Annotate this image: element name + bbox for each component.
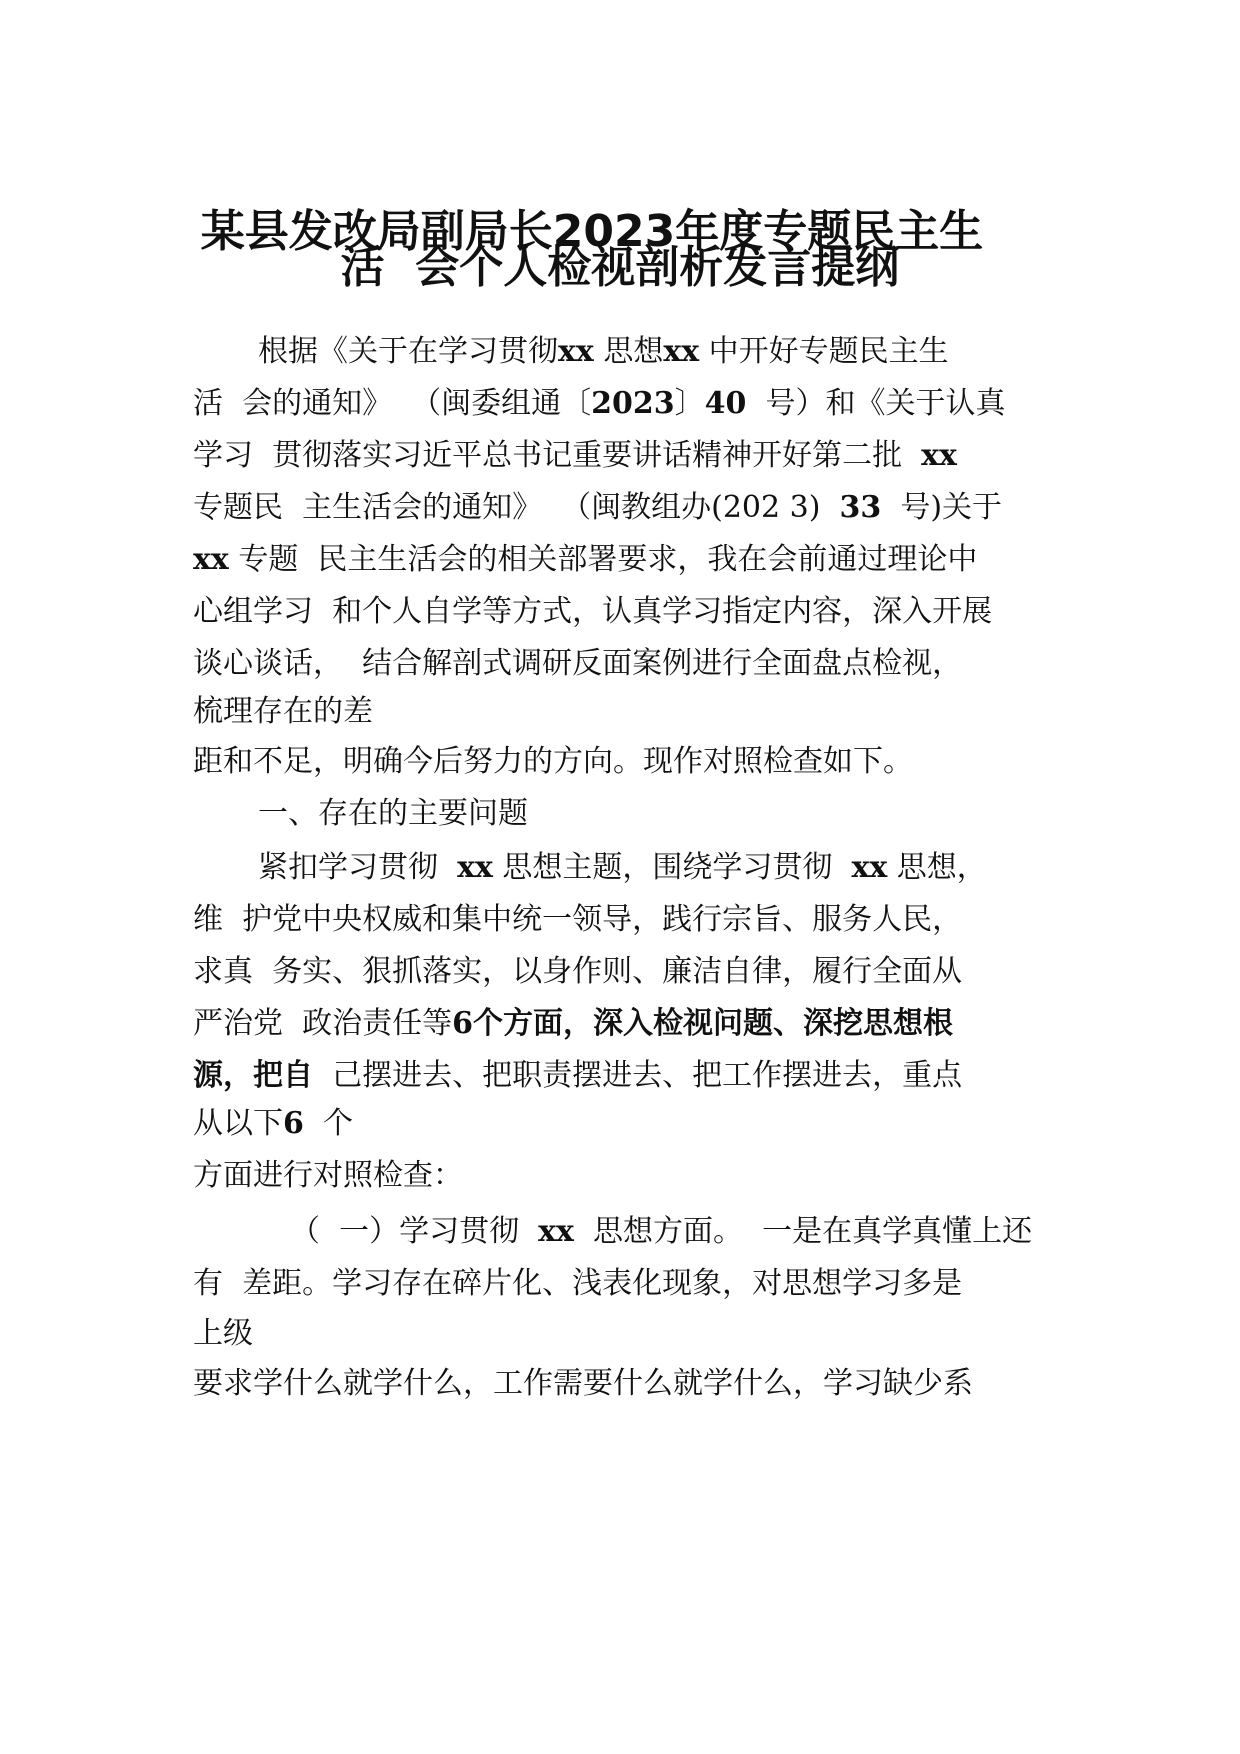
bold-run: xx	[558, 334, 594, 369]
paragraph-1-line-4	[193, 484, 1002, 532]
paragraph-2-line-2: 维 护党中央权威和集中统一领导，践行宗旨、服务人民，	[193, 902, 963, 937]
text-run: 思想，	[887, 850, 987, 885]
document-title-line-2: 活 会个人检视剖析发言提纲	[340, 242, 900, 293]
text-run: 个	[303, 1106, 353, 1141]
paragraph-1-line-7: 谈心谈话， 结合解剖式调研反面案例进行全面盘点检视，	[193, 646, 963, 681]
bold-run: xx	[921, 438, 957, 473]
paragraph-1-line-3	[193, 432, 957, 480]
paragraph-1-line-1	[258, 328, 949, 376]
bold-run: 33	[839, 490, 882, 525]
paragraph-1-line-5	[193, 536, 977, 584]
paragraph-1-line-9: 距和不足，明确今后努力的方向。现作对照检查如下。	[193, 744, 913, 779]
section-heading-main-problems: 一、存在的主要问题	[258, 796, 528, 831]
text-run: 思想方面。 一是在真学真懂上还	[573, 1214, 1033, 1249]
paragraph-3-line-4: 要求学什么就学什么，工作需要什么就学什么，学习缺少系	[193, 1366, 973, 1401]
text-run: 〕	[674, 386, 705, 421]
bold-run: 6个方面，深入检视问题、深挖思想根	[452, 1006, 953, 1041]
text-run: 专题民 主生活会的通知》 （闽教组办(202 3)	[193, 490, 840, 525]
bold-run: xx	[538, 1214, 574, 1249]
text-run: 学习 贯彻落实习近平总书记重要讲话精神开好第二批	[193, 438, 922, 473]
document-title-line-1: 某县发改局副局长2023年度专题民主生	[200, 206, 984, 257]
paragraph-2-line-4	[193, 1000, 953, 1048]
text-run: 中开好专题民主生	[699, 334, 949, 369]
bold-run: xx	[663, 334, 700, 369]
paragraph-1-line-8: 梳理存在的差	[193, 694, 373, 729]
text-run: 从以下	[193, 1106, 283, 1141]
bold-run: 40	[704, 386, 747, 421]
text-run: 专题 民主生活会的相关部署要求，我在会前通过理论中	[228, 542, 978, 577]
paragraph-3-line-2: 有 差距。学习存在碎片化、浅表化现象，对思想学习多是	[193, 1266, 963, 1301]
text-run: 活 会的通知》 （闽委组通〔	[193, 386, 592, 421]
text-run: 思想	[593, 334, 664, 369]
bold-run: xx	[193, 542, 229, 577]
paragraph-2-line-6	[193, 1100, 353, 1148]
text-run: 思想主题，围绕学习贯彻	[492, 850, 852, 885]
text-run: 根据《关于在学习贯彻	[258, 334, 558, 369]
bold-run: 2023	[591, 386, 675, 421]
text-run: 紧扣学习贯彻	[258, 850, 458, 885]
text-run: 己摆进去、把职责摆进去、把工作摆进去，重点	[313, 1058, 963, 1093]
paragraph-1-line-2	[193, 380, 1005, 428]
paragraph-3-line-3: 上级	[193, 1316, 253, 1351]
text-run: （ 一）学习贯彻	[290, 1214, 539, 1249]
bold-run: 源，把自	[193, 1058, 313, 1093]
paragraph-2-line-3: 求真 务实、狠抓落实，以身作则、廉洁自律，履行全面从	[193, 954, 963, 989]
paragraph-2-line-7: 方面进行对照检查：	[193, 1158, 463, 1193]
bold-run: 6	[283, 1106, 304, 1141]
paragraph-1-line-6: 心组学习 和个人自学等方式，认真学习指定内容，深入开展	[193, 594, 993, 629]
bold-run: xx	[457, 850, 493, 885]
bold-run: xx	[851, 850, 888, 885]
text-run: 号)关于	[881, 490, 1003, 525]
paragraph-2-line-5	[193, 1052, 962, 1100]
paragraph-3-line-1	[290, 1208, 1032, 1256]
paragraph-2-line-1	[258, 844, 987, 892]
text-run: 严治党 政治责任等	[193, 1006, 453, 1041]
text-run: 号）和《关于认真	[746, 386, 1006, 421]
